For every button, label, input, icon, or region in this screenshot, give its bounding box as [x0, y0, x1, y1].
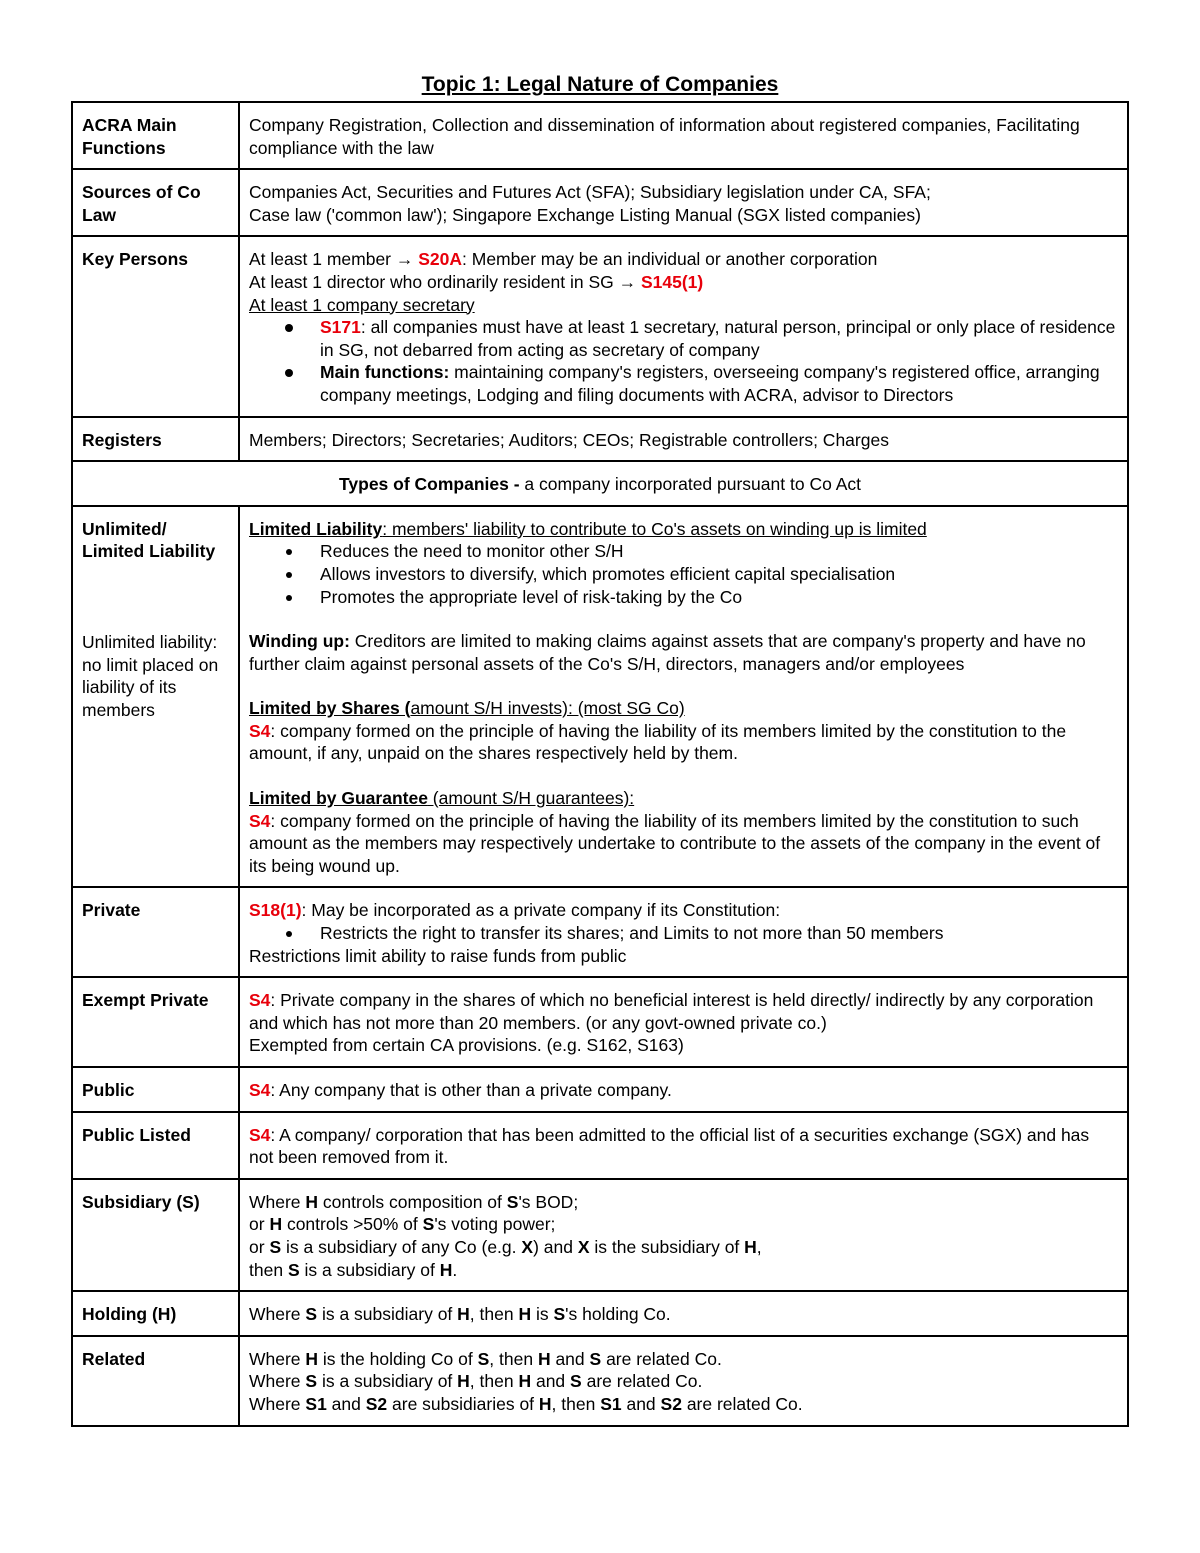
row-label-subsidiary: Subsidiary (S) [72, 1179, 239, 1291]
entity: S [570, 1371, 582, 1392]
sources-line: Companies Act, Securities and Futures Act (SFA); Subsidiary legislation under CA, SFA; [249, 182, 931, 203]
list-item: Reduces the need to monitor other S/H [249, 540, 1118, 563]
private-def [249, 899, 1118, 922]
text: and [550, 1348, 590, 1369]
text: : members' liability to contribute to Co's assets on winding up is limited [382, 518, 927, 539]
table-row [72, 1179, 1128, 1291]
table-row [72, 1336, 1128, 1426]
row-label-holding: Holding (H) [72, 1291, 239, 1336]
text: : Member may be an individual or another corporation [462, 249, 878, 270]
table-row [72, 977, 1128, 1067]
text: Where [249, 1348, 306, 1369]
text: 's voting power; [434, 1214, 556, 1235]
text: is the subsidiary of [589, 1236, 745, 1257]
text: or [249, 1236, 270, 1257]
entity: H [744, 1236, 757, 1257]
entity: S [305, 1304, 318, 1325]
list-item: Promotes the appropriate level of risk-taking by the Co [249, 586, 1118, 609]
exempt-note: Exempted from certain CA provisions. (e.g. S162, S163) [249, 1035, 684, 1056]
list-item [249, 361, 1118, 406]
subsidiary-line [249, 1191, 1118, 1214]
text: , then [489, 1348, 538, 1369]
related-line [249, 1393, 1118, 1416]
text: (amount S/H guarantees): [427, 788, 635, 809]
notes-table [71, 101, 1129, 1427]
entity: X [521, 1236, 534, 1257]
text: Where [249, 1191, 306, 1212]
text: is the holding Co of [318, 1348, 478, 1369]
section-ref: S171 [320, 317, 361, 338]
row-label-acra: ACRA Main Functions [72, 102, 239, 169]
subsidiary-line [249, 1213, 1118, 1236]
section-ref: S4 [249, 1080, 271, 1100]
row-label-sources: Sources of Co Law [72, 169, 239, 236]
types-heading-cell [72, 461, 1128, 506]
entity: S [477, 1348, 490, 1369]
text: : May be incorporated as a private company if its Constitution: [301, 900, 781, 921]
text: then [249, 1259, 288, 1280]
limited-by-guarantee-heading [249, 787, 1118, 810]
entity: S [269, 1236, 282, 1257]
text: 's BOD; [518, 1191, 579, 1212]
list-item: Restricts the right to transfer its shares; and Limits to not more than 50 members [249, 922, 1118, 945]
text: and [531, 1371, 571, 1392]
winding-up-text [249, 630, 1118, 675]
row-label-exempt-private: Exempt Private [72, 977, 239, 1067]
text: Where [249, 1393, 306, 1414]
public-listed-def [239, 1112, 1128, 1179]
text: amount S/H invests): (most SG Co) [410, 698, 685, 719]
table-row [72, 169, 1128, 236]
entity: H [305, 1348, 319, 1369]
list-item [249, 316, 1118, 361]
list-item: Allows investors to diversify, which promotes efficient capital specialisation [249, 563, 1118, 586]
text: : Any company that is other than a private company. [270, 1080, 672, 1100]
bold-heading: Limited by Shares ( [249, 698, 411, 719]
private-cell [239, 887, 1128, 977]
text: are subsidiaries of [387, 1393, 539, 1414]
entity: H [518, 1304, 532, 1325]
bold-heading: Limited by Guarantee [249, 788, 428, 809]
text: maintaining company's registers, overseeing company's registered office, arranging company meetings, Lodging and filing documents with ACRA, advisor to Directors [320, 362, 1100, 405]
text: . [452, 1259, 458, 1280]
text: , [756, 1236, 762, 1257]
holding-cell [239, 1291, 1128, 1336]
text: : A company/ corporation that has been admitted to the official list of a securities exchange (SGX) and has not been removed from it. [249, 1124, 1090, 1168]
entity: H [537, 1348, 551, 1369]
text: Where [249, 1304, 306, 1325]
key-persons-director [249, 271, 1118, 294]
text: is a subsidiary of any Co (e.g. [281, 1236, 522, 1257]
bold-heading: Winding up: [249, 631, 350, 652]
limited-by-shares-heading [249, 697, 1118, 720]
text: is a subsidiary of [317, 1371, 458, 1392]
limited-liability-def [249, 518, 1118, 541]
text: are related Co. [581, 1371, 703, 1392]
entity: H [439, 1259, 453, 1280]
section-ref: S4 [249, 720, 271, 741]
exempt-cell [239, 977, 1128, 1067]
bold-heading: Limited Liability [249, 518, 383, 539]
row-label-liability: Unlimited/ Limited Liability [82, 518, 216, 562]
entity: H [305, 1191, 319, 1212]
text: : company formed on the principle of having the liability of its members limited by the constitution to such amount as the members may respectively undertake to contribute to the assets of the company in the event of its being wound up. [249, 810, 1101, 876]
table-row [72, 506, 1128, 888]
types-text: a company incorporated pursuant to Co Act [524, 474, 861, 495]
entity: S [305, 1371, 318, 1392]
text: is a subsidiary of [317, 1304, 458, 1325]
entity: S2 [365, 1393, 388, 1414]
row-label-public: Public [72, 1067, 239, 1112]
row-label-related: Related [72, 1336, 239, 1426]
table-row [72, 236, 1128, 416]
liability-cell [239, 506, 1128, 888]
entity: X [577, 1236, 590, 1257]
unlimited-note: Unlimited liability: no limit placed on liability of its members [82, 631, 219, 720]
registers-text: Members; Directors; Secretaries; Auditors; CEOs; Registrable controllers; Charges [239, 417, 1128, 462]
limited-by-guarantee-def [249, 810, 1118, 878]
text: 's holding Co. [565, 1304, 671, 1325]
public-def [239, 1067, 1128, 1112]
entity: S1 [600, 1393, 622, 1414]
section-ref: S4 [249, 810, 271, 831]
text: At least 1 director who ordinarily resident in SG → [249, 271, 641, 292]
key-persons-cell [239, 236, 1128, 416]
text: and [621, 1393, 661, 1414]
entity: S2 [660, 1393, 682, 1414]
text: Where [249, 1371, 306, 1392]
entity: H [457, 1371, 470, 1392]
text: , then [469, 1371, 519, 1392]
entity: S [506, 1191, 519, 1212]
table-row [72, 1067, 1128, 1112]
entity: S1 [305, 1393, 327, 1414]
text: is a subsidiary of [299, 1259, 440, 1280]
row-label-registers: Registers [72, 417, 239, 462]
related-cell [239, 1336, 1128, 1426]
text: are related Co. [681, 1393, 803, 1414]
text: controls >50% of [282, 1214, 423, 1235]
row-label-public-listed: Public Listed [72, 1112, 239, 1179]
text: , then [469, 1304, 519, 1325]
text: Creditors are limited to making claims against assets that are company's property and have no further claim against personal assets of the Co's S/H, directors, managers and/or employees [249, 631, 1086, 674]
text: and [326, 1393, 366, 1414]
section-ref: S18(1) [249, 900, 302, 921]
secretary-bullets [249, 316, 1118, 406]
page-title: Topic 1: Legal Nature of Companies [421, 73, 779, 96]
subsidiary-cell [239, 1179, 1128, 1291]
types-heading: Types of Companies - [339, 474, 525, 495]
text: : all companies must have at least 1 secretary, natural person, principal or only place of residence in SG, not debarred from acting as secretary of company [320, 317, 1116, 360]
table-row [72, 461, 1128, 506]
subsidiary-line [249, 1259, 1118, 1282]
table-row [72, 102, 1128, 169]
text: , then [551, 1393, 601, 1414]
entity: H [269, 1214, 283, 1235]
row-label-private: Private [72, 887, 239, 977]
private-restriction: Restrictions limit ability to raise funds from public [249, 945, 627, 966]
section-ref: S145(1) [640, 271, 704, 292]
section-ref: S20A [418, 249, 463, 270]
entity: H [518, 1371, 532, 1392]
acra-functions-text: Company Registration, Collection and dissemination of information about registered companies, Facilitating compliance with the law [239, 102, 1128, 169]
entity: S [553, 1304, 566, 1325]
bold-heading: Main functions: [320, 362, 450, 383]
text: controls composition of [318, 1191, 507, 1212]
subsidiary-line [249, 1236, 1118, 1259]
related-line [249, 1348, 1118, 1371]
limited-by-shares-def [249, 720, 1118, 765]
text: At least 1 member → [249, 249, 419, 270]
entity: H [457, 1304, 470, 1325]
text: : company formed on the principle of having the liability of its members limited by the constitution to the amount, if any, unpaid on the shares respectively held by them. [249, 720, 1067, 764]
key-persons-member [249, 248, 1118, 271]
liability-label-cell [72, 506, 239, 888]
text: : Private company in the shares of which no beneficial interest is held directly/ indirectly by any corporation and which has not more than 20 members. (or any govt-owned private co.) [249, 990, 1094, 1033]
text: are related Co. [601, 1348, 722, 1369]
table-row [72, 1291, 1128, 1336]
text: is [531, 1304, 554, 1325]
sources-cell [239, 169, 1128, 236]
exempt-def [249, 989, 1118, 1034]
table-row [72, 887, 1128, 977]
sources-line: Case law ('common law'); Singapore Exchange Listing Manual (SGX listed companies) [249, 204, 921, 225]
private-bullets [249, 922, 1118, 945]
table-row [72, 1112, 1128, 1179]
liability-bullets [249, 540, 1118, 608]
entity: S [287, 1259, 300, 1280]
entity: S [589, 1348, 602, 1369]
entity: H [538, 1393, 552, 1414]
row-label-key-persons: Key Persons [72, 236, 239, 416]
entity: S [422, 1214, 435, 1235]
key-persons-secretary: At least 1 company secretary [249, 294, 475, 315]
related-line [249, 1370, 1118, 1393]
section-ref: S4 [249, 1124, 271, 1145]
text: ) and [533, 1236, 578, 1257]
text: or [249, 1214, 270, 1235]
table-row [72, 417, 1128, 462]
section-ref: S4 [249, 990, 271, 1011]
